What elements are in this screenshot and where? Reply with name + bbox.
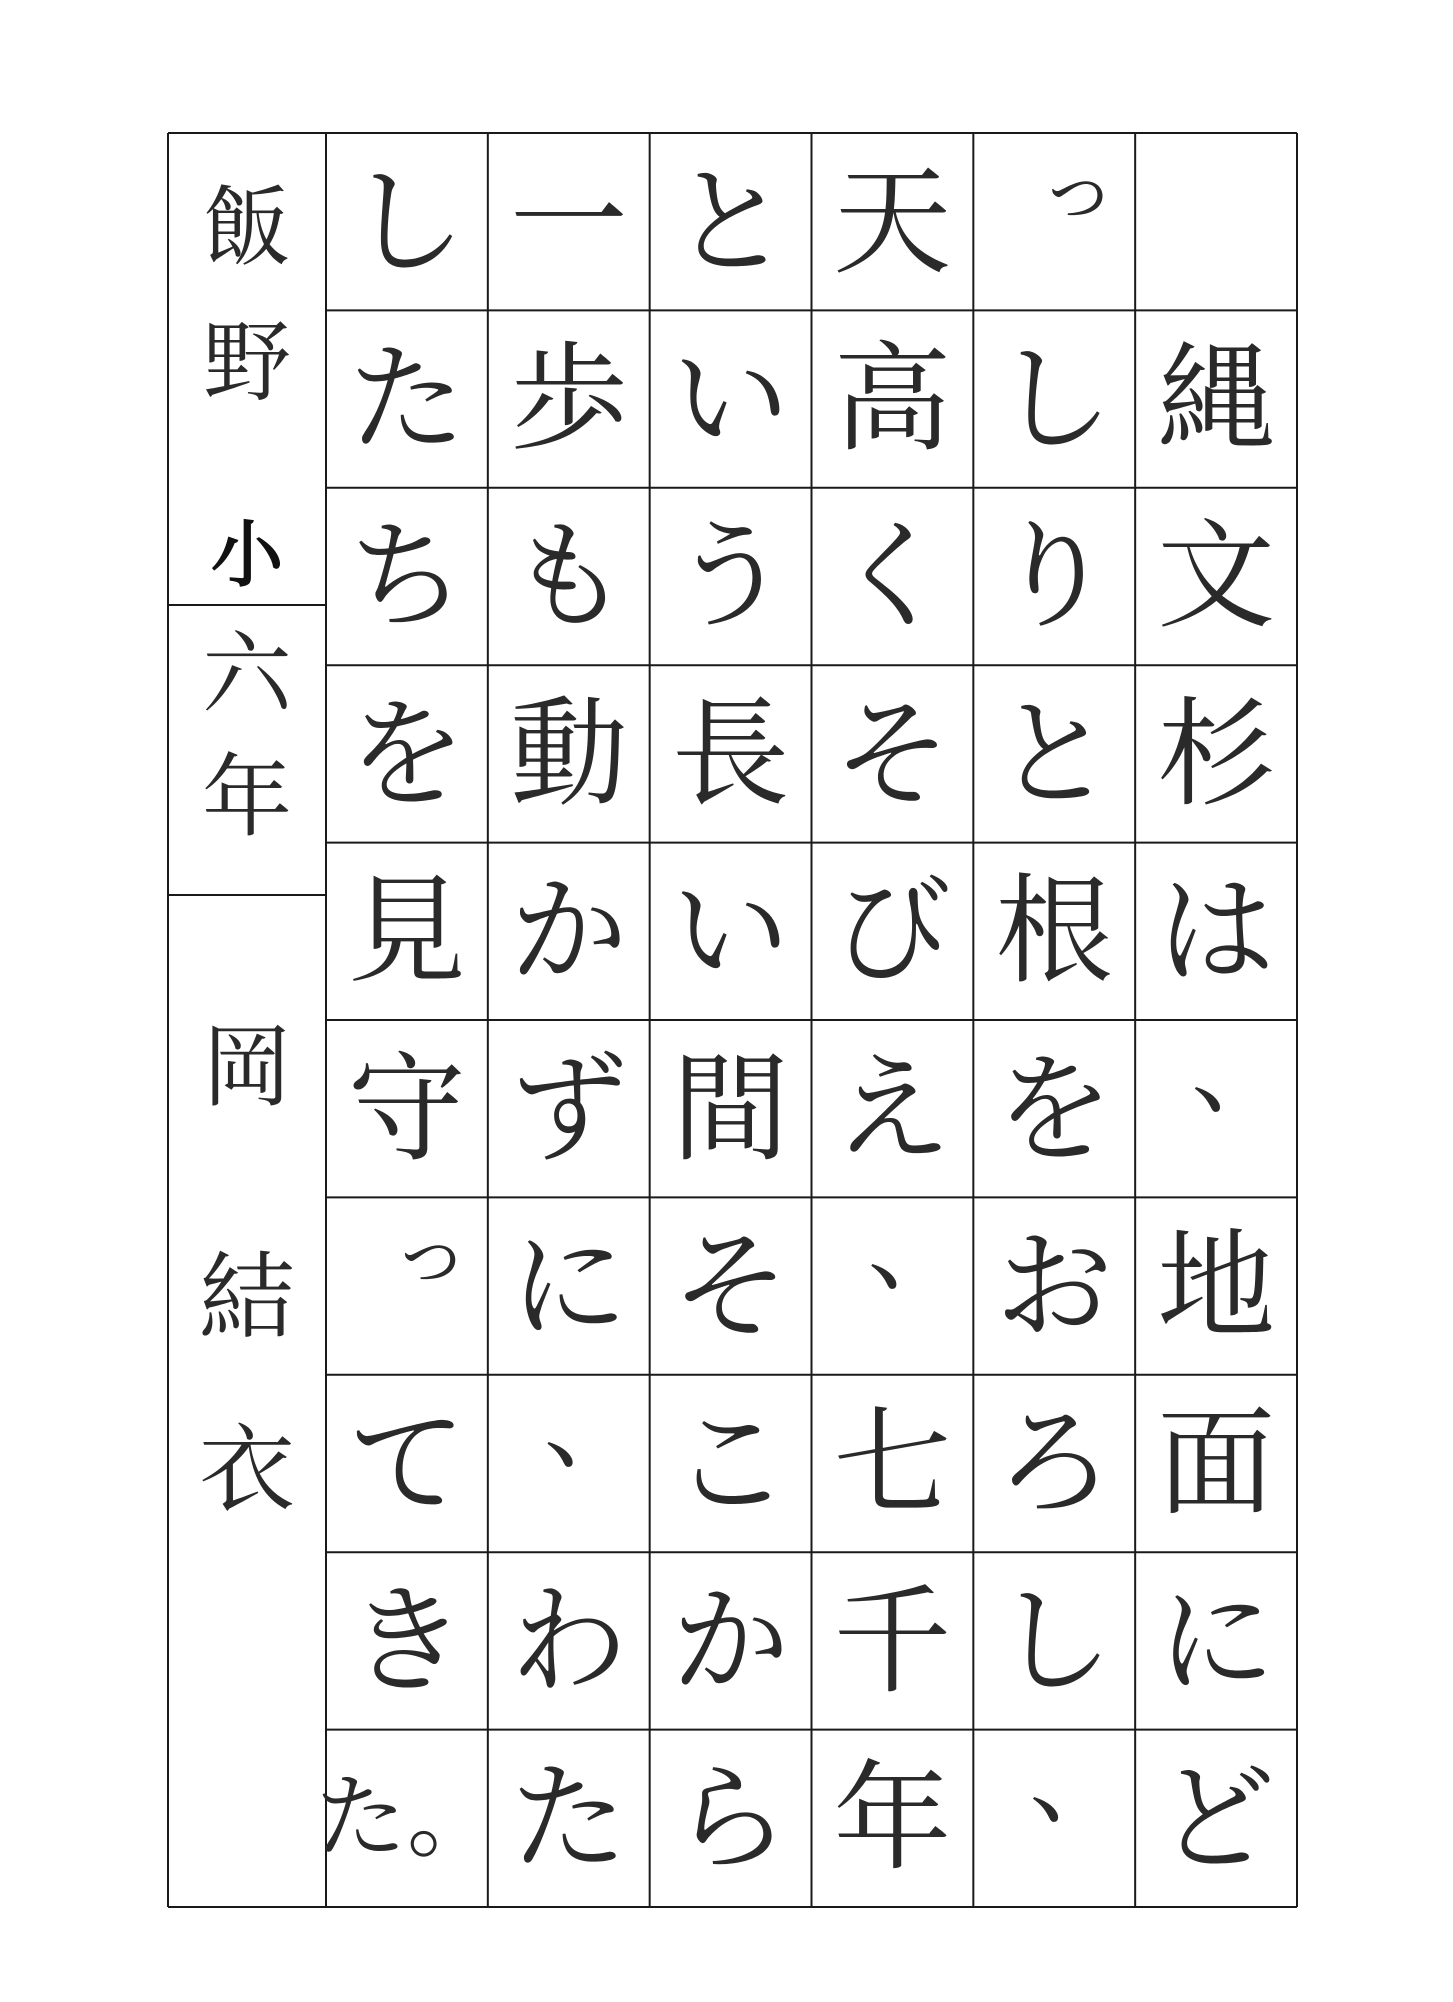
grid-cell: 、	[867, 1188, 968, 1306]
grid-cell: こ	[671, 1394, 790, 1533]
student-char: 衣	[199, 1414, 295, 1526]
grid-cell: 縄	[1157, 330, 1276, 469]
grid-cell: お	[995, 1217, 1114, 1356]
grid-cell: い	[671, 862, 790, 1001]
school-char: 小	[210, 512, 283, 597]
grid-cell: も	[509, 507, 628, 646]
grid-cell: ち	[347, 507, 466, 646]
grid-cell: 千	[833, 1571, 952, 1710]
grid-cell: 根	[995, 862, 1114, 1001]
grid-cell: 見	[347, 862, 466, 1001]
grid-cell: ろ	[995, 1394, 1114, 1533]
grid-cell: た	[509, 1749, 628, 1888]
grid-cell: 、	[1190, 1011, 1291, 1128]
grid-cell: た	[347, 330, 466, 469]
grid-cell: 天	[833, 152, 952, 291]
grid-cell: 杉	[1157, 684, 1276, 823]
grid-cell: ら	[671, 1749, 790, 1888]
school-char: 飯	[202, 175, 291, 279]
grid-cell: 歩	[509, 330, 628, 469]
grid-cell: う	[671, 507, 790, 646]
grid-cell: 七	[833, 1394, 952, 1533]
grid-cell: ず	[509, 1039, 628, 1178]
grid-cell: 動	[509, 684, 628, 823]
grid-cell: は	[1157, 862, 1276, 1001]
grid-cell: 年	[833, 1749, 952, 1888]
grid-cell: し	[995, 330, 1114, 469]
grid-cell: 守	[347, 1039, 466, 1178]
grid-cell: 一	[509, 152, 628, 291]
grid-cell: を	[347, 684, 466, 823]
grid-cell: び	[833, 862, 952, 1001]
student-char: 岡	[202, 1014, 292, 1120]
grid-cell: っ	[391, 1209, 470, 1300]
grid-cell: っ	[1039, 145, 1118, 235]
grid-cell: し	[347, 152, 466, 291]
grid-cell: 面	[1157, 1394, 1276, 1533]
grid-cell: い	[671, 330, 790, 469]
student-char: 結	[199, 1241, 295, 1354]
grid-cell: と	[995, 684, 1114, 823]
grid-cell: 、	[1029, 1720, 1130, 1838]
grid-cell: 地	[1157, 1217, 1276, 1356]
grid-cell: そ	[671, 1217, 790, 1356]
grid-cell: て	[347, 1394, 466, 1533]
grid-cell: か	[509, 862, 628, 1001]
grid-cell: に	[1157, 1571, 1276, 1710]
grid-cell	[1135, 133, 1297, 310]
grid-cell: 、	[543, 1365, 644, 1483]
grade-char: 年	[202, 744, 292, 850]
grid-cell: ど	[1157, 1749, 1276, 1888]
grid-cell: き	[347, 1571, 466, 1710]
school-char: 野	[202, 310, 291, 414]
grid-cell: し	[995, 1571, 1114, 1710]
grid-cell: え	[833, 1039, 952, 1178]
grid-cell: を	[995, 1039, 1114, 1178]
grid-cell: 高	[833, 330, 952, 469]
grid-cell: わ	[509, 1571, 628, 1710]
grid-cell: 文	[1157, 507, 1276, 646]
grid-cell: く	[833, 507, 952, 646]
grid-cell: そ	[833, 684, 952, 823]
grade-char: 六	[202, 622, 292, 727]
grid-cell: り	[995, 507, 1114, 646]
grid-cell: に	[509, 1217, 628, 1356]
grid-cell: と	[671, 152, 790, 291]
grid-cell: 長	[671, 684, 790, 823]
grid-cell: た。	[314, 1764, 499, 1872]
grid-cell: 間	[671, 1039, 790, 1178]
grid-cell: か	[671, 1571, 790, 1710]
